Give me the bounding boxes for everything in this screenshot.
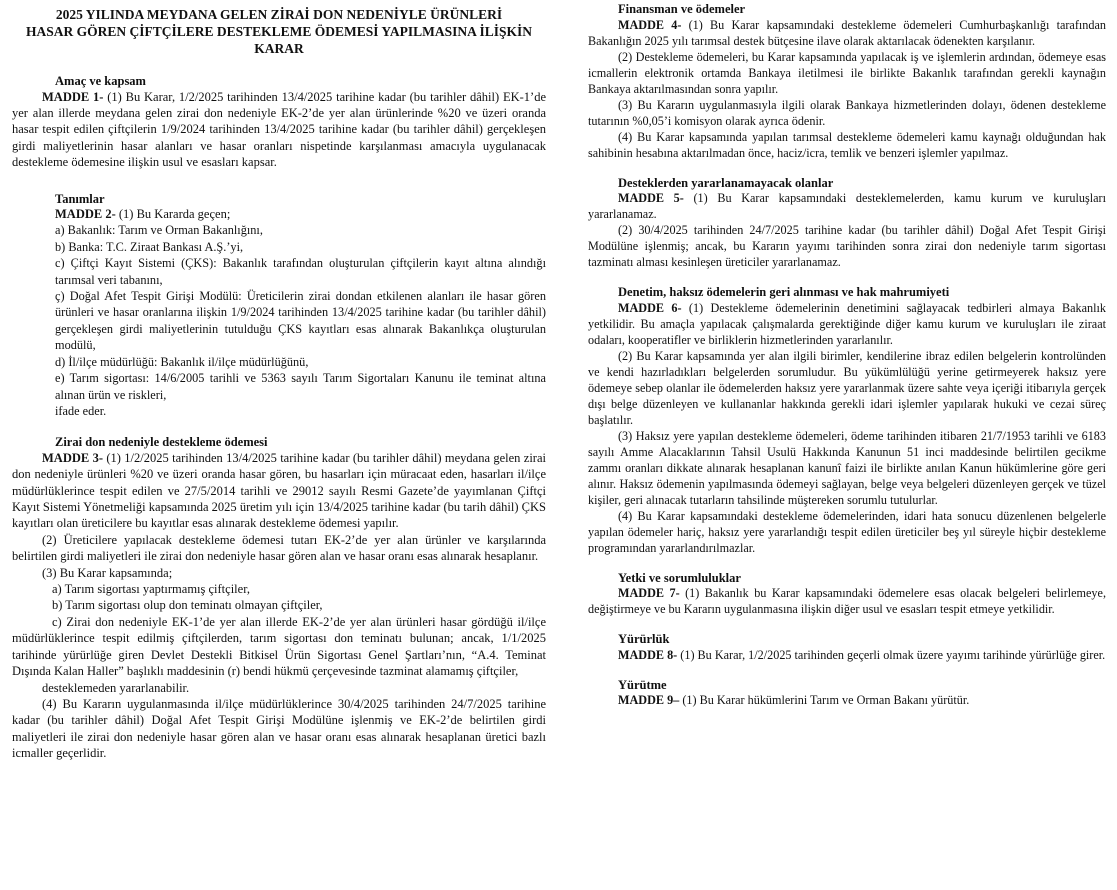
article-5 <box>588 176 1106 271</box>
title-line-1: 2025 YILINDA MEYDANA GELEN ZİRAİ DON NEDENİYLE ÜRÜNLERİ <box>55 7 503 22</box>
article-3-p2: (2) Üreticilere yapılacak destekleme ödemesi tutarı EK-2’de yer alan ürünler ve karşılarında belirtilen girdi maliyetleri ile zirai don nedeniyle hasar gören alan ve hasar oranı esas alınarak hesaplanır. <box>12 532 546 564</box>
article-6-label: MADDE 6- <box>618 300 682 315</box>
article-8-body: (1) Bu Karar, 1/2/2025 tarihinden geçerli olmak üzere yayımı tarihinde yürürlüğe girer. <box>677 647 1106 662</box>
article-4-p4: (4) Bu Karar kapsamında yapılan tarımsal destekleme ödemeleri kamu kaynağı olduğundan hak sahibinin hesabına aktarılmadan önce, haciz/icra, temlik ve benzeri işlemler yapılmaz. <box>588 129 1106 160</box>
article-9-p1 <box>588 692 1106 708</box>
article-8-heading: Yürürlük <box>618 632 670 646</box>
article-8-p1 <box>588 647 1106 663</box>
right-column <box>588 2 1106 708</box>
article-5-body: (1) Bu Karar kapsamındaki desteklemelerden, kamu kurum ve kuruluşları yararlanamaz. <box>588 191 1106 221</box>
article-5-p1 <box>588 190 1106 222</box>
article-6 <box>588 285 1106 556</box>
article-6-heading: Denetim, haksız ödemelerin geri alınması ve hak mahrumiyeti <box>618 285 950 299</box>
article-1 <box>12 74 546 171</box>
article-3 <box>12 435 546 761</box>
def-c: c) Çiftçi Kayıt Sistemi (ÇKS): Bakanlık tarafından oluşturulan çiftçilerin kayıt altına alındığı tarımsal veri tabanını, <box>55 256 546 287</box>
article-4-p3: (3) Bu Kararın uygulanmasıyla ilgili olarak Bankaya hizmetlerinden dolayı, ödenen destekleme tutarının %0,05’i komisyon olarak ayrıca ödenir. <box>588 97 1106 128</box>
article-3-body: (1) 1/2/2025 tarihinden 13/4/2025 tarihine kadar (bu tarihler dâhil) meydana gelen zirai don nedeniyle ürünleri %20 ve üzeri oranda hasar gören, bu hasarları için müracaat eden, hasarları il/ilçe müdürlüklerince tespit edilen ve 27/5/2014 tarihli ve 29012 sayılı Resmi Gazete’de yayımlanan Çiftçi Kayıt Sistemi Yönetmeliği kapsamında 2025 üretim yılı için 13/4/2025 tarihine kadar (bu tarih dâhil) ÇKS kayıtları olan üreticilere bu kayıtlar esas alınarak destekleme ödemesi yapılır. <box>12 450 546 531</box>
article-4-body: (1) Bu Karar kapsamındaki destekleme ödemeleri Cumhurbaşkanlığı tarafından Bakanlığın 2025 yılı tarımsal destek bütçesine ilave olarak aktarılacak ödenekten karşılanır. <box>588 17 1106 48</box>
article-4-heading: Finansman ve ödemeler <box>618 2 746 16</box>
left-column <box>12 6 546 762</box>
article-3-p4: (4) Bu Kararın uygulanmasında il/ilçe müdürlüklerince 30/4/2025 tarihinden 24/7/2025 tarihine kadar (bu tarihler dâhil) Doğal Afet Tespit Girişi Modülüne işlenmiş ve EK-2’de belirtilen girdi maliyetleri ile zirai don nedeniyle hasar gören alan ve hasar oranı esas alınarak hesaplanan üretici bazlı icmaller geçerlidir. <box>12 696 546 761</box>
def-d: d) İl/ilçe müdürlüğü: Bakanlık il/ilçe müdürlüğünü, <box>55 354 309 369</box>
article-1-text <box>12 89 546 171</box>
def-b: b) Banka: T.C. Ziraat Bankası A.Ş.’yi, <box>55 239 244 254</box>
article-3-b: b) Tarım sigortası olup don teminatı olmayan çiftçiler, <box>52 598 323 613</box>
article-1-heading: Amaç ve kapsam <box>55 74 146 88</box>
article-2-label: MADDE 2- <box>55 207 116 222</box>
article-1-label: MADDE 1- <box>42 89 104 104</box>
article-3-c: c) Zirai don nedeniyle EK-1’de yer alan illerde EK-2’de yer alan ürünleri hasar gördüğü il/ilçe müdürlüklerince tespit edilmiş çiftçilerden, tarım sigortası don teminatı bulunan; ancak, 1/1/2025 tarihinde yürürlüğe giren Devlet Destekli Bitkisel Ürün Sigortası Genel Şartları’nın, “A.4. Teminat Dışında Kalan Haller” başlıklı maddesinin (r) bendi hükmü çerçevesinde tazminat alamamış çiftçiler, <box>12 614 546 679</box>
article-4-p1 <box>588 17 1106 49</box>
article-1-body: (1) Bu Karar, 1/2/2025 tarihinden 13/4/2025 tarihine kadar (bu tarihler dâhil) EK-1’de yer alan illerde meydana gelen zirai don nedeniyle EK-2’de yer alan ürünlerinde %20 ve üzeri oranda hasar tespit edilen çiftçilerin 1/9/2024 tarihinden 13/4/2025 tarihine kadar (bu tarihler dâhil) gerçekleşen girdi maliyetlerinin hasar alanları ve hasar oranları nispetinde karşılanması amacıyla uygulanacak destekleme ödemesine ilişkin usul ve esasları kapsar. <box>12 89 546 170</box>
article-5-heading: Desteklerden yararlanamayacak olanlar <box>618 175 834 190</box>
title-line-2: HASAR GÖREN ÇİFTÇİLERE DESTEKLEME ÖDEMESİ YAPILMASINA İLİŞKİN <box>25 24 533 39</box>
def-cc: ç) Doğal Afet Tespit Girişi Modülü: Üreticilerin zirai dondan etkilenen alanları ile hasar gören ürünleri ve hasar oranlarına ilişkin 1/9/2024 tarihinden 13/4/2025 tarihine kadar (bu tarihler dâhil) gerçekleşen girdi maliyetlerinin tutulduğu ÇKS kayıtları esas alınarak Bakanlıkça oluşturulan modülü, <box>55 289 546 353</box>
article-2-heading: Tanımlar <box>55 191 105 206</box>
article-5-p2: (2) 30/4/2025 tarihinden 24/7/2025 tarihine kadar (bu tarihler dâhil) Doğal Afet Tespit Girişi Modülüne işlenmiş; ancak, bu Kararın yayımı tarihinden sonra zirai don nedeniyle tarım sigortası tazminatı alması kesinleşen üreticiler yararlanamaz. <box>588 223 1106 269</box>
def-a: a) Bakanlık: Tarım ve Orman Bakanlığını, <box>55 223 263 238</box>
article-3-end: desteklemeden yararlanabilir. <box>42 680 190 695</box>
article-6-p1 <box>588 300 1106 348</box>
article-6-p3: (3) Haksız yere yapılan destekleme ödemeleri, ödeme tarihinden itibaren 21/7/1953 tarihli ve 6183 sayılı Amme Alacaklarının Tahsil Usulü Hakkında Kanunun 51 inci maddesinde belirtilen gecikme zammı oranları dikkate alınarak hesaplanan kanunî faizi ile birlikte anılan Kanun hükümlerine göre geri alınır. Haksız ödemenin yapılmasında ödemeyi sağlayan, belge veya belgeleri düzenleyen gerçek ve tüzel kişiler, geri alınacak tutarların tahsilinde müştereken sorumlu tutulurlar. <box>588 428 1106 507</box>
article-6-p4: (4) Bu Karar kapsamındaki destekleme ödemelerinden, idari hata sonucu düzenlenen belgelerle yapılan ödemeler hariç, haksız yere yararlandığı tespit edilen üreticiler beş yıl süreyle hiçbir destekleme programından yararlandırılmazlar. <box>588 508 1106 555</box>
article-9 <box>588 678 1106 709</box>
article-3-heading: Zirai don nedeniyle destekleme ödemesi <box>55 435 268 450</box>
article-8 <box>588 632 1106 663</box>
article-2-body: (1) Bu Kararda geçen; <box>115 207 231 222</box>
article-3-p3: (3) Bu Karar kapsamında; <box>42 565 173 580</box>
def-e: e) Tarım sigortası: 14/6/2005 tarihli ve 5363 sayılı Tarım Sigortaları Kanunu ile teminat altına alınan ürün ve riskleri, <box>55 371 546 402</box>
article-4-label: MADDE 4- <box>618 17 682 32</box>
article-9-label: MADDE 9– <box>618 693 680 707</box>
article-2 <box>12 192 546 420</box>
article-7-heading: Yetki ve sorumluluklar <box>618 570 741 585</box>
article-3-label: MADDE 3- <box>42 450 103 465</box>
def-end: ifade eder. <box>55 403 107 418</box>
article-6-body: (1) Destekleme ödemelerinin denetimini sağlayacak tedbirleri almaya Bakanlık yetkilidir. Bu amaçla yapılacak çalışmalarda gerektiğinde diğer kamu kurum ve kuruluşları ile ziraat odaları, kooperatifler ve birliklerin hizmetlerinden yararlanılır. <box>588 300 1106 347</box>
article-6-p2: (2) Bu Karar kapsamında yer alan ilgili birimler, kendilerine ibraz edilen belgelerin kontrolünden ve kendi hazırladıkları belgelerden sorumludur. Bu yükümlülüğü yerine getirmeyerek haksız yere ödemeye sebep olanlar ile ödemelerden haksız yere yararlanmak üzere sahte veya içeriği itibarıyla gerçek dışı belge düzenleyen ve kullananlar hakkında gerekli idari işlemler yapılarak hukuki ve cezai süreç başlatılır. <box>588 348 1106 427</box>
article-7 <box>588 571 1106 618</box>
article-8-label: MADDE 8- <box>618 647 678 662</box>
article-2-intro <box>12 206 546 222</box>
article-9-heading: Yürütme <box>618 677 667 692</box>
article-4-p2: (2) Destekleme ödemeleri, bu Karar kapsamında yapılacak iş ve işlemlerin ardından, ödemeye esas icmallerin elektronik ortamda Bankaya iletilmesi ile birlikte Bakanlık tarafından gerekli kaynağın Bankaya aktarılmasından sonra yapılır. <box>588 49 1106 96</box>
document-title <box>12 6 546 57</box>
title-line-3: KARAR <box>254 41 304 56</box>
article-7-p1 <box>588 585 1106 617</box>
article-5-label: MADDE 5- <box>618 191 684 205</box>
article-3-p1 <box>12 450 546 532</box>
article-4 <box>588 2 1106 161</box>
article-7-label: MADDE 7- <box>618 586 680 600</box>
article-7-body: (1) Bakanlık bu Karar kapsamındaki ödemelere esas olacak belgeleri belirlemeye, değiştirmeye ve bu Kararın uygulanmasına ilişkin diğer usul ve esasları tespit etmeye yetkilidir. <box>588 586 1106 616</box>
article-3-a: a) Tarım sigortası yaptırmamış çiftçiler, <box>52 582 250 597</box>
article-9-body: (1) Bu Karar hükümlerini Tarım ve Orman Bakanı yürütür. <box>679 693 970 707</box>
